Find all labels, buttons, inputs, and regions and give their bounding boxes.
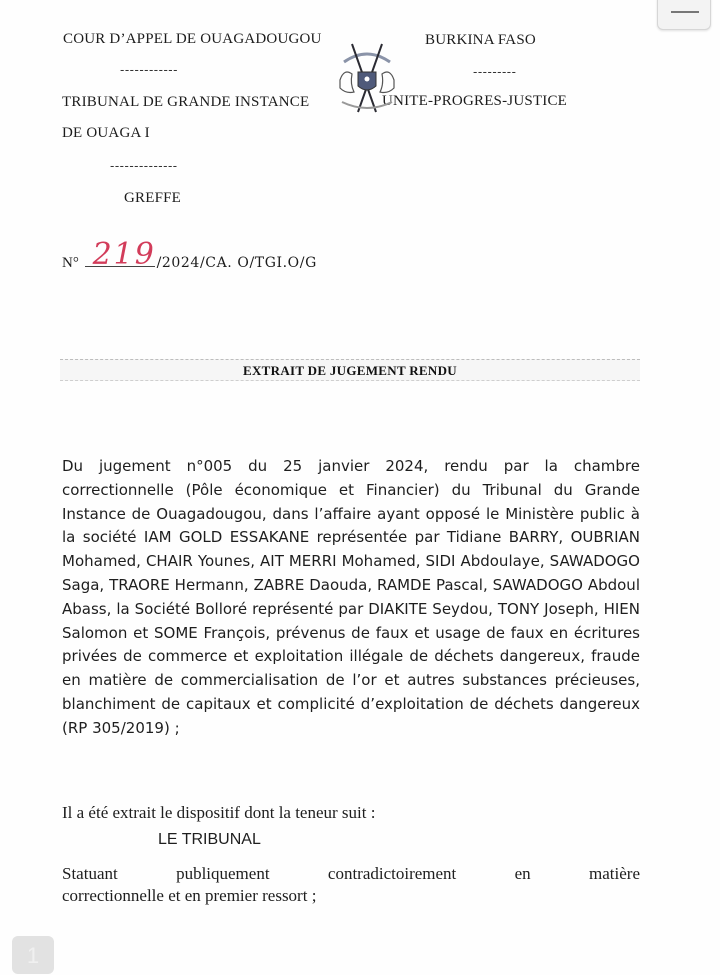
greffe-label: GREFFE	[124, 190, 182, 206]
coat-of-arms-icon	[334, 40, 400, 114]
court-of-appeal-label: COUR D’APPEL DE OUAGADOUGOU	[63, 31, 322, 47]
ruling-line-1: Statuant publiquement contradictoirement en matière	[62, 864, 640, 883]
judgment-paragraph: Du jugement n°005 du 25 janvier 2024, rendu par la chambre correctionnelle (Pôle économique et Financier) du Tribunal du Grande Instance de Ouagadougou, dans l’affaire ayant opposé le Ministère public à la société IAM GOLD ESSAKANE représentée par Tidiane BARRY, OUBRIAN Mohamed, CHAIR Younes, AIT MERRI Mohamed, SIDI Abdoulaye, SAWADOGO Saga, TRAORE Hermann, ZABRE Daouda, RAMDE Pascal, SAWADOGO Abdoul Abass, la Société Bolloré représenté par DIAKITE Seydou, TONY Joseph, HIEN Salomon et SOME François, prévenus de faux et usage de faux en écritures privées de commerce et exploitation illégale de déchets dangereux, fraude en matière de commercialisation de l’or et autres substances précieuses, blanchiment de capitaux et complicité d’exploitation de déchets dangereux (RP 305/2019) ;	[62, 457, 640, 737]
handwritten-number-field	[85, 237, 156, 272]
separator-dash: --------------	[110, 158, 178, 173]
tribunal-label: TRIBUNAL DE GRANDE INSTANCE	[62, 94, 310, 110]
reference-suffix: /2024/CA. O/TGI.O/G	[156, 255, 317, 271]
reference-number	[62, 237, 317, 272]
handwritten-number: 219	[92, 237, 156, 272]
menu-button[interactable]	[657, 0, 711, 30]
ruling-line-2: correctionnelle et en premier ressort ;	[62, 886, 317, 905]
country-label: BURKINA FASO	[425, 32, 536, 48]
national-motto: UNITE-PROGRES-JUSTICE	[382, 93, 568, 109]
separator-dash: ------------	[120, 62, 178, 77]
separator-dash: ---------	[473, 64, 517, 79]
document-title: EXTRAIT DE JUGEMENT RENDU	[243, 363, 457, 378]
extract-intro: Il a été extrait le dispositif dont la teneur suit :	[62, 803, 376, 822]
tribunal-heading: LE TRIBUNAL	[158, 831, 261, 848]
document-title-bar	[60, 359, 640, 381]
page-number-badge[interactable]: 1	[12, 936, 54, 974]
ouaga-label: DE OUAGA I	[62, 125, 150, 141]
number-prefix: N°	[62, 255, 79, 271]
menu-icon	[671, 11, 699, 13]
